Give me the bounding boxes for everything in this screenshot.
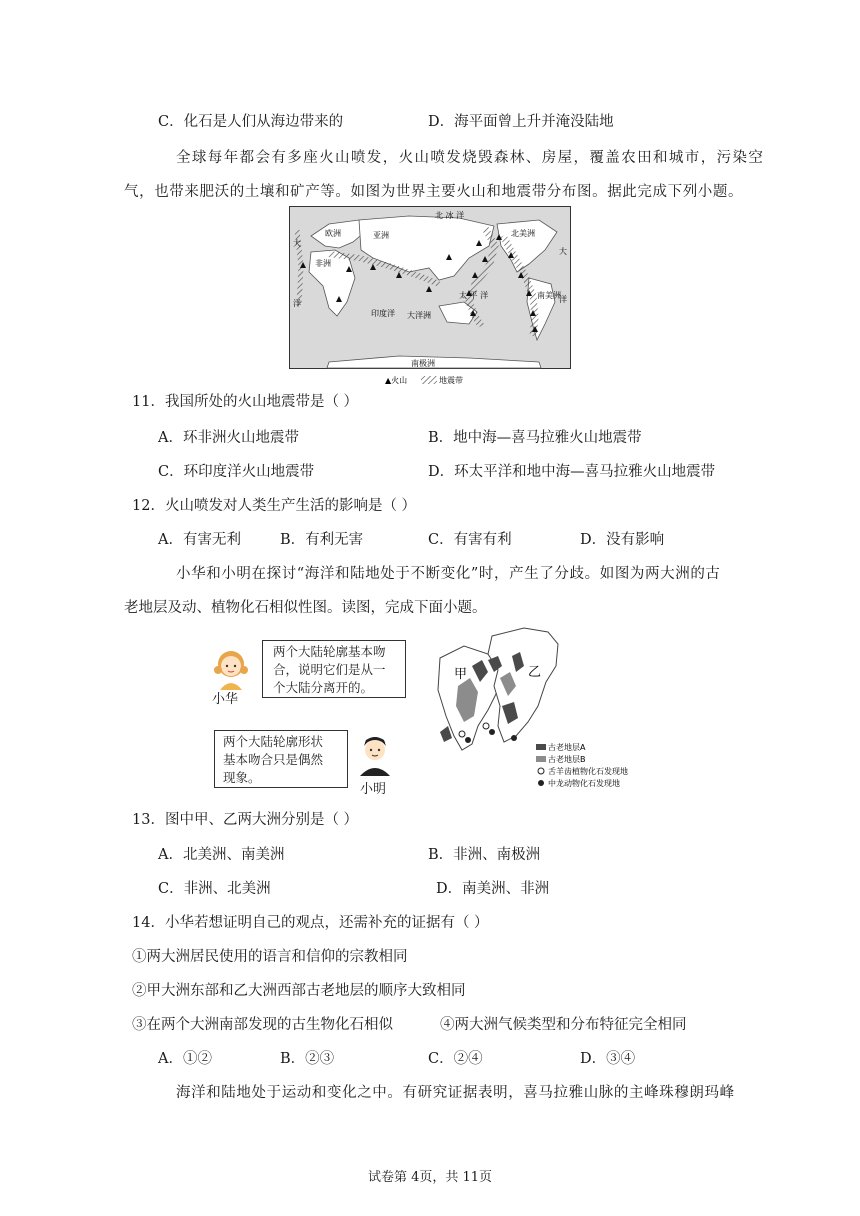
q10-option-d: D．海平面曾上升并淹没陆地 <box>428 114 614 130</box>
label-north-america: 北美洲 <box>511 229 535 238</box>
q11-option-d: D．环太平洋和地中海—喜马拉雅火山地震带 <box>428 464 716 480</box>
page-footer: 试卷第 4页，共 11页 <box>367 1170 493 1185</box>
label-asia: 亚洲 <box>373 231 389 240</box>
xiaoming-says-2: 基本吻合只是偶然 <box>223 752 324 767</box>
xiaoming-speech-bubble <box>214 730 348 788</box>
q14-statement-2: ②甲大洲东部和乙大洲西部古老地层的顺序大致相同 <box>132 983 466 999</box>
legend-quake-swatch <box>421 376 437 384</box>
passage1-line2: 气，也带来肥沃的土壤和矿产等。如图为世界主要火山和地震带分布图。据此完成下列小题。 <box>124 184 744 200</box>
label-africa: 非洲 <box>315 259 331 268</box>
q14-statement-3: ③在两个大洲南部发现的古生物化石相似 <box>132 1017 393 1033</box>
legend-animal: 中龙动物化石发现地 <box>548 779 620 788</box>
q13-option-a: A．北美洲、南美洲 <box>158 847 285 863</box>
world-volcano-map <box>289 206 571 388</box>
xiaoming-name: 小明 <box>360 782 387 797</box>
continent-figure <box>204 626 664 798</box>
two-continents-map <box>428 626 664 798</box>
q14-stem: 14．小华若想证明自己的观点，还需补充的证据有（ ） <box>132 915 489 931</box>
label-arctic: 北 冰 洋 <box>435 211 465 220</box>
label-antarctica: 南极洲 <box>411 359 435 368</box>
label-atlantic-left: 大 <box>293 239 301 248</box>
label-yi: 乙 <box>528 665 542 680</box>
q12-stem: 12．火山喷发对人类生产生活的影响是（ ） <box>132 498 417 514</box>
label-europe: 欧洲 <box>325 229 341 238</box>
xiaohua-says-2: 合，说明它们是从一 <box>273 662 386 677</box>
legend-plant: 舌羊齿植物化石发现地 <box>548 767 628 776</box>
q10-option-c: C．化石是人们从海边带来的 <box>158 114 344 130</box>
xiaoming-avatar <box>354 730 396 776</box>
q13-option-c: C．非洲、北美洲 <box>158 881 271 897</box>
q14-option-a: A．①② <box>158 1051 212 1067</box>
label-jia: 甲 <box>454 667 468 682</box>
q11-option-a: A．环非洲火山地震带 <box>158 430 299 446</box>
legend-b-swatch <box>536 756 546 762</box>
xiaohua-avatar <box>210 646 252 690</box>
legend-animal-marker <box>538 780 544 786</box>
q13-option-d: D．南美洲、非洲 <box>436 881 550 897</box>
q14-statement-1: ①两大洲居民使用的语言和信仰的宗教相同 <box>132 949 408 965</box>
q11-stem: 11．我国所处的火山地震带是（ ） <box>132 394 359 410</box>
q11-option-c: C．环印度洋火山地震带 <box>158 464 315 480</box>
xiaohua-says-1: 两个大陆轮廓基本吻 <box>273 644 386 659</box>
label-south-america: 南美洲 <box>537 291 561 300</box>
legend-b: 古老地层B <box>548 755 586 764</box>
xiaoming-says-1: 两个大陆轮廓形状 <box>223 734 324 749</box>
xiaohua-name: 小华 <box>212 692 239 707</box>
legend-a-swatch <box>536 744 546 750</box>
xiaoming-says-3: 现象。 <box>223 770 261 785</box>
label-atlantic-left2: 洋 <box>293 299 301 308</box>
legend-a: 古老地层A <box>548 743 586 752</box>
legend-quake-belt: 地震带 <box>439 376 463 385</box>
passage2-line1: 小华和小明在探讨“海洋和陆地处于不断变化”时，产生了分歧。如图为两大洲的古 <box>176 566 721 582</box>
passage1-line1: 全球每年都会有多座火山喷发，火山喷发烧毁森林、房屋，覆盖农田和城市，污染空 <box>176 150 765 166</box>
q14-statement-4: ④两大洲气候类型和分布特征完全相同 <box>440 1017 687 1033</box>
label-pacific: 太 平 洋 <box>459 291 489 300</box>
legend-volcano: ▲火山 <box>385 376 408 385</box>
label-atlantic-right: 大 <box>559 247 567 256</box>
q14-option-d: D．③④ <box>580 1051 636 1067</box>
q13-stem: 13．图中甲、乙两大洲分别是（ ） <box>132 812 359 828</box>
label-indian: 印度洋 <box>371 309 395 318</box>
passage3-line1: 海洋和陆地处于运动和变化之中。有研究证据表明，喜马拉雅山脉的主峰珠穆朗玛峰 <box>176 1085 735 1101</box>
q12-option-d: D．没有影响 <box>580 532 665 548</box>
label-atlantic-right2: 洋 <box>559 295 567 304</box>
q13-option-b: B．非洲、南极洲 <box>428 847 541 863</box>
q12-option-a: A．有害无利 <box>158 532 241 548</box>
q14-option-c: C．②④ <box>428 1051 483 1067</box>
q12-option-c: C．有害有利 <box>428 532 512 548</box>
legend-plant-marker <box>538 768 544 774</box>
q11-option-b: B．地中海—喜马拉雅火山地震带 <box>428 430 642 446</box>
q14-option-b: B．②③ <box>280 1051 335 1067</box>
xiaohua-speech-bubble <box>262 640 406 698</box>
xiaohua-says-3: 个大陆分离开的。 <box>273 680 374 695</box>
label-oceania: 大洋洲 <box>407 311 431 320</box>
q12-option-b: B．有利无害 <box>280 532 364 548</box>
passage2-line2: 老地层及动、植物化石相似性图。读图，完成下面小题。 <box>124 600 487 616</box>
